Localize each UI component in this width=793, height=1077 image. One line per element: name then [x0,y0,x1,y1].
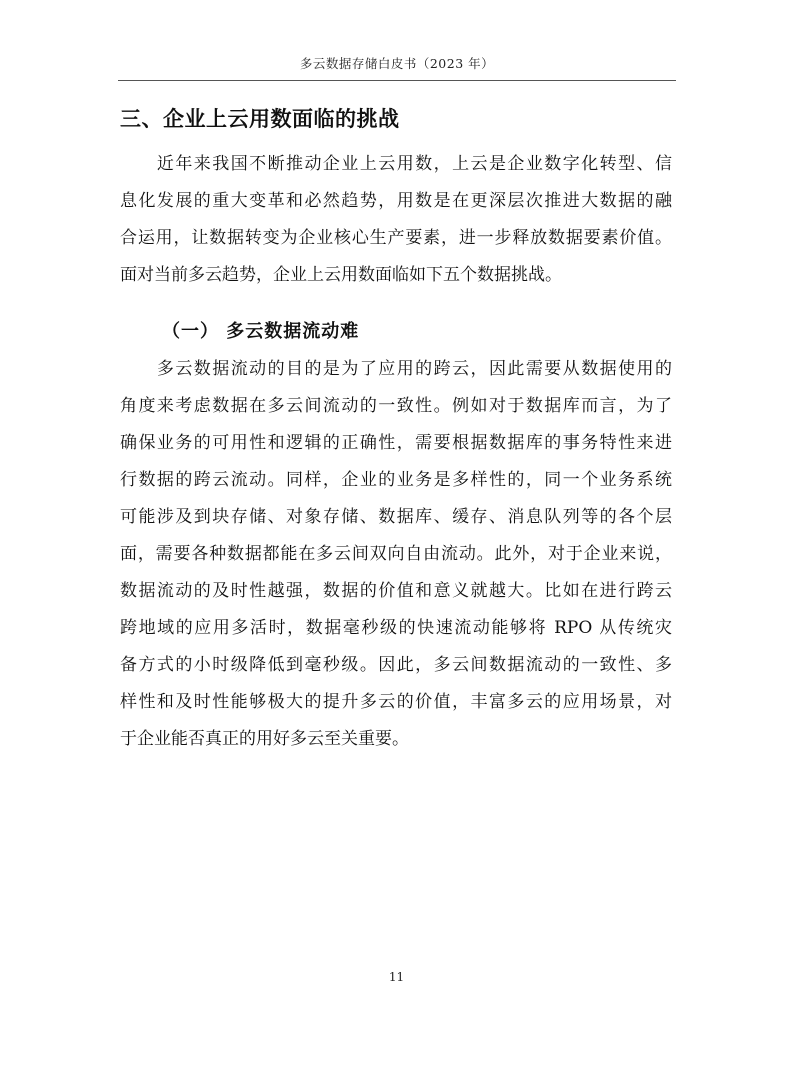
paragraph-line: 备方式的小时级降低到毫秒级。因此，多云间数据流动的一致性、多 [120,655,672,675]
section-heading: 三、企业上云用数面临的挑战 [120,107,400,131]
paragraph-line: 近年来我国不断推动企业上云用数，上云是企业数字化转型、信 [120,154,672,174]
paragraph-line: 确保业务的可用性和逻辑的正确性，需要根据数据库的事务特性来进 [120,433,672,453]
running-header: 多云数据存储白皮书（2023 年） [299,56,495,71]
paragraph-line: 息化发展的重大变革和必然趋势，用数是在更深层次推进大数据的融 [120,191,672,211]
paragraph-line: 样性和及时性能够极大的提升多云的价值，丰富多云的应用场景，对 [120,692,672,712]
header-divider [118,80,676,81]
paragraph-line: 跨地域的应用多活时，数据毫秒级的快速流动能够将 RPO 从传统灾 [120,618,672,638]
paragraph-line: 多云数据流动的目的是为了应用的跨云，因此需要从数据使用的 [120,359,672,379]
subsection-heading: （一） 多云数据流动难 [162,321,360,342]
paragraph-line: 角度来考虑数据在多云间流动的一致性。例如对于数据库而言，为了 [120,396,672,416]
body-paragraph [120,351,672,758]
page-number: 11 [388,970,405,984]
paragraph-line: 合运用，让数据转变为企业核心生产要素，进一步释放数据要素价值。 [120,228,672,248]
paragraph-line: 于企业能否真正的用好多云至关重要。 [120,729,409,749]
intro-paragraph [120,146,672,294]
paragraph-line: 面，需要各种数据都能在多云间双向自由流动。此外，对于企业来说， [120,544,672,564]
paragraph-line: 行数据的跨云流动。同样，企业的业务是多样性的，同一个业务系统 [120,470,672,490]
paragraph-line: 可能涉及到块存储、对象存储、数据库、缓存、消息队列等的各个层 [120,507,672,527]
paragraph-line: 数据流动的及时性越强，数据的价值和意义就越大。比如在进行跨云 [120,581,672,601]
paragraph-line: 面对当前多云趋势，企业上云用数面临如下五个数据挑战。 [120,265,562,285]
